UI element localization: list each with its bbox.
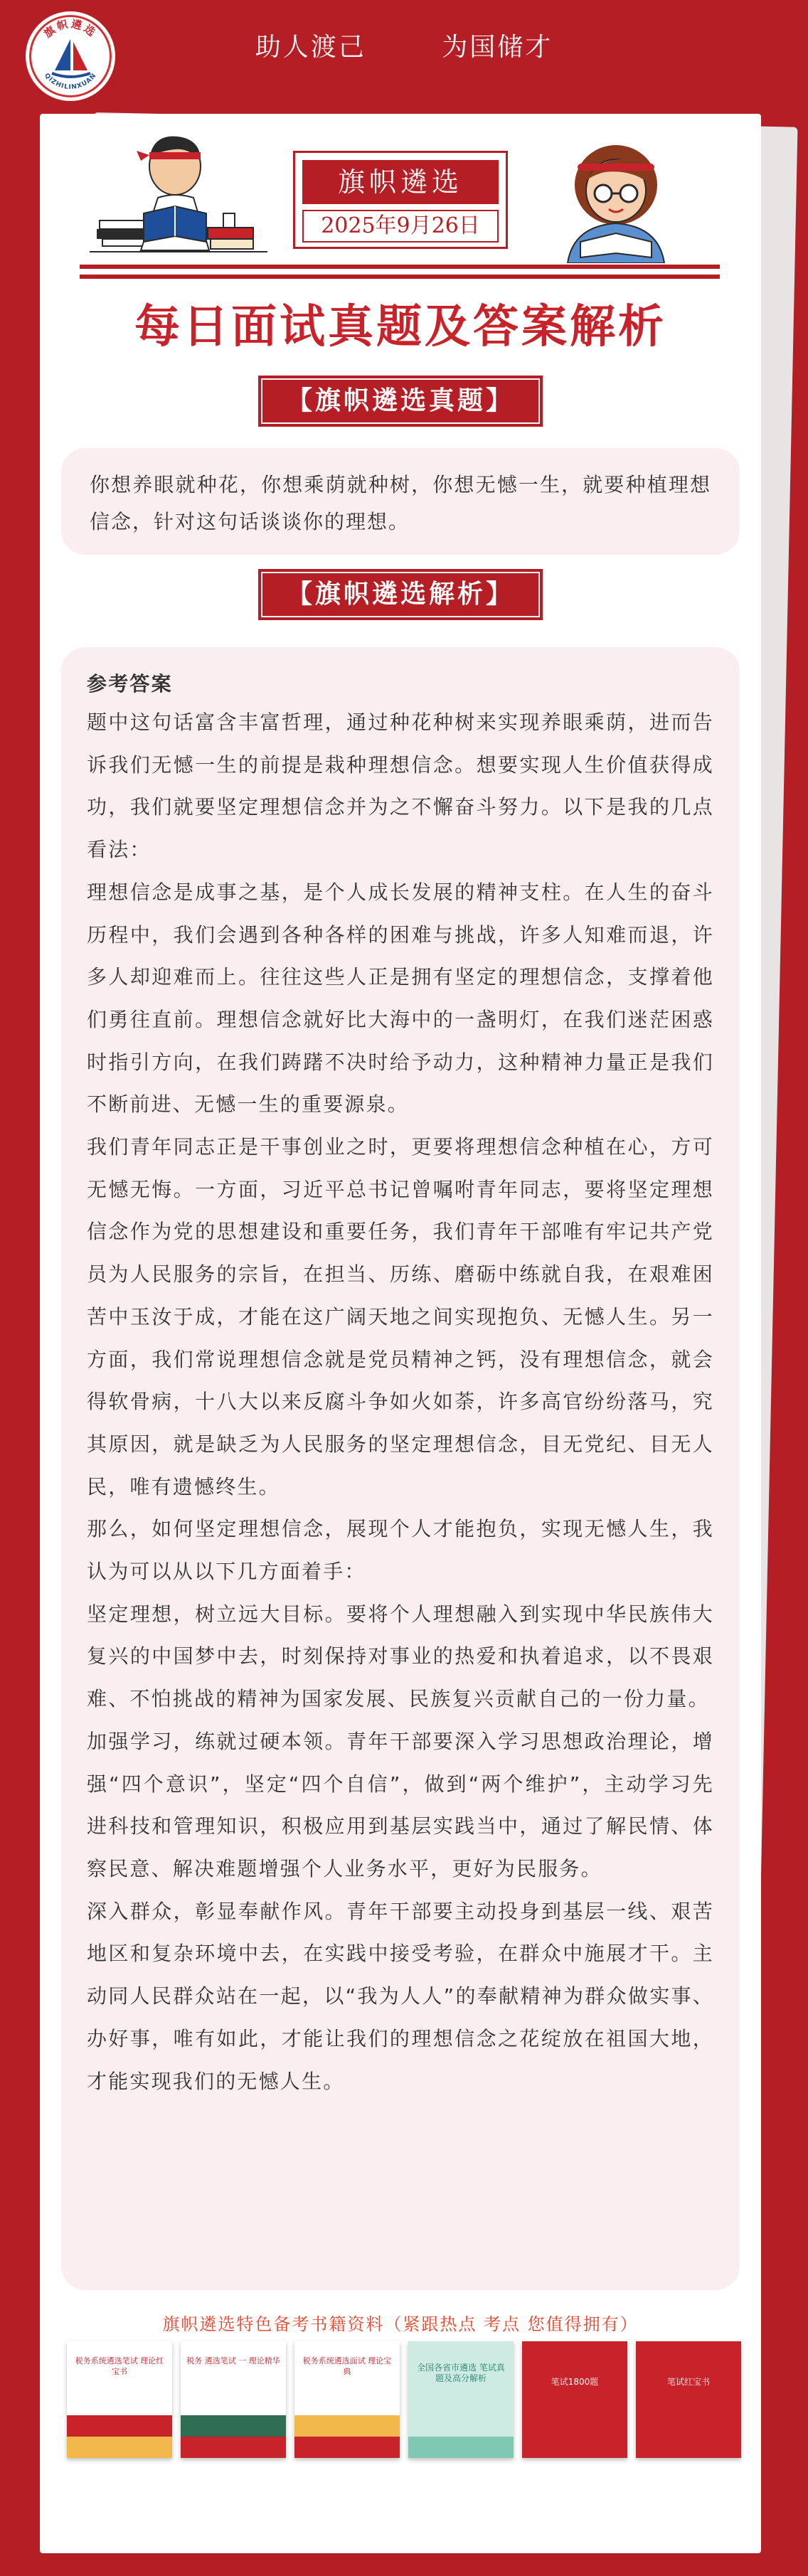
answer-paragraph: 深入群众，彰显奉献作风。青年干部要主动投身到基层一线、艰苦地区和复杂环境中去，在实践中接受考验，在群众中施展才干。主动同人民群众站在一起，以“我为人人”的奉献精神为群众做实事、办好事，唯有如此，才能让我们的理想信念之花绽放在祖国大地，才能实现我们的无憾人生。 <box>87 1899 714 2093</box>
books-caption: 旗帜遴选特色备考书籍资料（紧跟热点 考点 您值得拥有） <box>162 2314 639 2334</box>
reading-girl-illustration <box>531 135 701 263</box>
answer-paragraph: 题中这句话富含丰富哲理，通过种花种树来实现养眼乘荫，进而告诉我们无憾一生的前提是栽种理想信念。想要实现人生价值获得成功，我们就要坚定理想信念并为之不懈奋斗努力。以下是我的几点看法： <box>87 710 714 862</box>
content-card <box>40 114 761 2553</box>
page-title: 每日面试真题及答案解析 <box>134 301 666 353</box>
book-title: 全国各省市遴选 笔试真题及高分解析 <box>417 2363 505 2383</box>
hero-date: 2025年9月26日 <box>302 210 499 243</box>
question-tag: 【旗帜遴选真题】 <box>258 376 543 427</box>
answer-paragraph: 加强学习，练就过硬本领。青年干部要深入学习思想政治理论，增强“四个意识”，坚定“四个自信”，做到“两个维护”，主动学习先进科技和管理知识，积极应用到基层实践当中，通过了解民情、体察民意、解决难题增强个人业务水平，更好为民服务。 <box>87 1729 714 1880</box>
logo-text: 旗帜遴选 <box>41 17 100 41</box>
analysis-tag: 【旗帜遴选解析】 <box>258 569 543 620</box>
book-cover <box>294 2341 400 2458</box>
top-banner <box>0 0 808 107</box>
logo-subtext: QIZHILINXUAN <box>43 72 98 92</box>
book-cover <box>522 2341 627 2458</box>
book-title: 税务系统遴选笔试 理论红宝书 <box>75 2356 164 2376</box>
hero-brand: 旗帜遴选 <box>302 160 499 204</box>
book-title: 税务 遴选笔试 一 理论精华 <box>186 2356 280 2365</box>
book-cover <box>636 2341 741 2458</box>
question-panel <box>61 448 740 555</box>
book-cover <box>181 2341 286 2458</box>
hero-banner <box>40 114 761 284</box>
book-cover <box>408 2341 514 2458</box>
answer-panel <box>61 647 740 2290</box>
question-text: 你想养眼就种花，你想乘荫就种树，你想无憾一生，就要种植理想信念，针对这句话谈谈你的理想。 <box>90 473 711 533</box>
slogan-2: 为国储才 <box>442 33 553 62</box>
answer-paragraph: 那么，如何坚定理想信念，展现个人才能抱负，实现无憾人生，我认为可以从以下几方面着手： <box>87 1517 714 1584</box>
reading-boy-illustration <box>90 129 267 265</box>
books-showcase <box>64 2341 747 2469</box>
answer-paragraph: 我们青年同志正是干事创业之时，更要将理想信念种植在心，方可无憾无悔。一方面，习近平总书记曾嘱咐青年同志，要将坚定理想信念作为党的思想建设和重要任务，我们青年干部唯有牢记共产党员为人民服务的宗旨，在担当、历练、磨砺中练就自我，在艰难困苦中玉汝于成，才能在这广阔天地之间实现抱负、无憾人生。另一方面，我们常说理想信念就是党员精神之钙，没有理想信念，就会得软骨病，十八大以来反腐斗争如火如荼，许多高官纷纷落马，究其原因，就是缺乏为人民服务的坚定理想信念，目无党纪、目无人民，唯有遗憾终生。 <box>87 1135 714 1499</box>
slogan <box>0 27 808 63</box>
book-cover <box>67 2341 172 2458</box>
book-title: 笔试1800题 <box>551 2377 599 2387</box>
hero-divider <box>80 265 720 280</box>
slogan-1: 助人渡己 <box>255 33 366 62</box>
date-box <box>293 151 508 249</box>
answer-paragraph: 理想信念是成事之基，是个人成长发展的精神支柱。在人生的奋斗历程中，我们会遇到各种各样的困难与挑战，许多人知难而退，许多人却迎难而上。往往这些人正是拥有坚定的理想信念，支撑着他们勇往直前。理想信念就好比大海中的一盏明灯，在我们迷茫困惑时指引方向，在我们踌躇不决时给予动力，这种精神力量正是我们不断前进、无憾一生的重要源泉。 <box>87 880 714 1117</box>
answer-label: 参考答案 <box>87 672 173 696</box>
answer-paragraph: 坚定理想，树立远大目标。要将个人理想融入到实现中华民族伟大复兴的中国梦中去，时刻保持对事业的热爱和执着追求，以不畏艰难、不怕挑战的精神为国家发展、民族复兴贡献自己的一份力量。 <box>87 1602 714 1711</box>
book-title: 税务系统遴选面试 理论宝典 <box>302 2356 392 2376</box>
book-title: 笔试红宝书 <box>666 2377 710 2387</box>
